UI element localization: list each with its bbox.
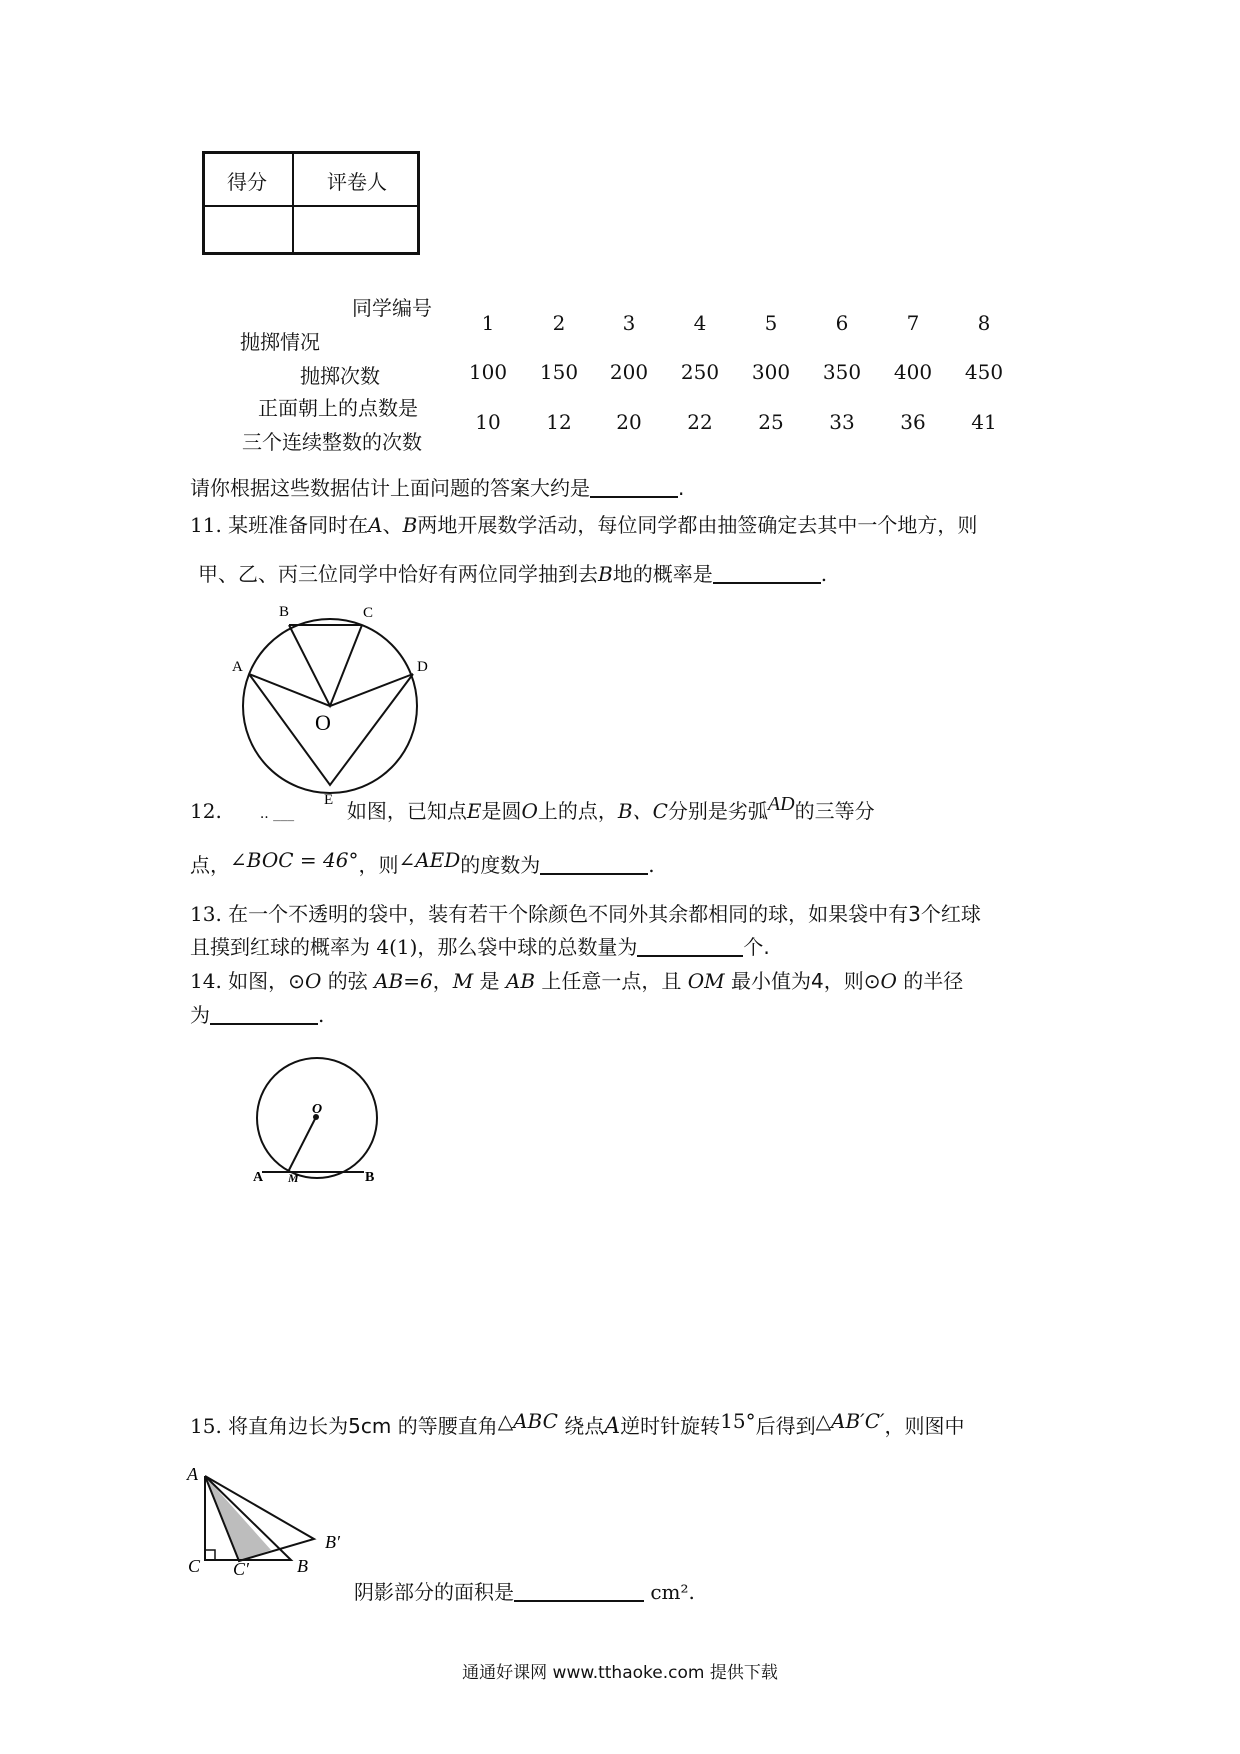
table-row2-label: 正面朝上的点数是 [258,396,418,420]
q14-var: AB=6 [374,969,433,993]
table-cell: 200 [609,360,649,384]
question-number: 14. [190,969,222,993]
q12-line2: 点，∠BOC = 46°，则∠AED的度数为 . [190,848,655,877]
q13-text: 在一个不透明的袋中，装有若干个除颜色不同外其余都相同的球，如果袋中有3个红球 [228,902,981,926]
table-cell: 5 [764,311,778,335]
label-m: M [288,1171,299,1185]
q15-text: 阴影部分的面积是 [354,1580,514,1604]
question-number: 13. [190,902,222,926]
circle-figure-14 [240,1055,390,1195]
q14-line1 [190,967,963,995]
q12-text: 上的点， [537,799,618,823]
table-cell: 450 [964,360,1004,384]
table-cell: 41 [971,410,997,434]
table-cell: 4 [693,311,707,335]
q14-var: O [304,969,322,993]
q13-text: 个. [743,935,770,959]
q14-text: 的弦 [327,969,368,993]
q15-unit: cm² [650,1580,689,1604]
label-e: E [324,792,334,808]
q12-angle: ∠AED [398,848,461,872]
q15-text: 逆时针旋转 [620,1414,721,1438]
chords-ae-ed [249,674,413,785]
answer-blank[interactable] [210,1001,318,1025]
q14-var: M [452,969,474,993]
q15-text: 后得到 [755,1414,816,1438]
question-number: 12. [190,799,222,823]
right-angle-mark [205,1550,215,1560]
data-table [0,0,1240,460]
q11-var: A [368,513,383,537]
q12-text: 分别是劣弧 [667,799,768,823]
q14-var: OM [687,969,725,993]
q15-line1 [190,1409,965,1441]
q11-line1 [190,511,977,539]
q14-text: 的半径 [903,969,964,993]
q14-var: AB [505,969,536,993]
question-number: 11. [190,513,222,537]
q14-text: 如图，⊙ [228,969,305,993]
label-o: O [312,1102,323,1117]
table-cell: 12 [546,410,572,434]
q12-var: O [521,799,538,823]
answer-blank[interactable] [637,933,743,957]
table-cell: 36 [900,410,926,434]
table-row2-label: 三个连续整数的次数 [242,430,422,454]
table-cell: 250 [680,360,720,384]
q15-triangle: △ABC [497,1409,558,1433]
q15-var: A [604,1414,621,1439]
label-a: A [187,1468,198,1484]
label-c: C [363,605,374,621]
q11-text: 两地开展数学活动，每位同学都由抽签确定去其中一个地方，则 [417,513,978,537]
q14-text: 为 [190,1003,210,1027]
q14-var: O [880,969,897,993]
label-b: B [365,1170,375,1185]
q14-text: 最小值为4，则⊙ [730,969,881,993]
q13-text: ，那么袋中球的总数量为 [417,935,638,959]
q11-var: B [598,562,613,586]
label-b: B [279,604,290,620]
segment-om [288,1117,316,1172]
q11-text: 某班准备同时在 [228,513,369,537]
q11-text: 甲、乙、丙三位同学中恰好有两位同学抽到去 [198,562,598,586]
table-cell: 300 [751,360,791,384]
answer-blank[interactable] [514,1578,644,1602]
table-cell: 33 [829,410,855,434]
table-corner-top: 同学编号 [352,296,432,320]
label-b: B [297,1556,308,1576]
score-label: 得分 [227,170,267,194]
table-cell: 7 [906,311,920,335]
q12-text: 如图，已知点 [346,799,467,823]
q14-text: ， [432,969,453,993]
q15-text: 绕点 [564,1414,605,1438]
table-cell: 20 [616,410,642,434]
table-cell: 150 [539,360,579,384]
label-a: A [253,1170,264,1185]
q10-answer-line: 请你根据这些数据估计上面问题的答案大约是 . [190,476,685,500]
q15-triangle: △AB′C′ [815,1409,885,1433]
q12-angle: ∠BOC = 46° [230,848,359,872]
q12-text: 点， [190,853,230,877]
q15-text: 将直角边长为5cm 的等腰直角 [228,1414,498,1438]
shaded-region [205,1476,271,1561]
q13-prob: 4(1) [376,935,418,959]
q13-text: 且摸到红球的概率为 [190,935,370,959]
q12-text: 的度数为 [460,853,541,877]
label-o: O [315,710,331,735]
table-corner-bottom: 抛掷情况 [240,330,320,354]
label-d: D [417,659,428,675]
q12-dots: .. ___ [259,806,295,822]
q12-text: ，则 [358,853,399,877]
table-cell: 22 [687,410,713,434]
triangle-figure-15 [185,1468,360,1576]
table-cell: 1 [481,311,495,335]
label-a: A [232,659,243,675]
q11-text: 、 [382,513,403,537]
table-cell: 2 [552,311,566,335]
label-c: C [188,1556,201,1576]
footer: 通通好课网 www.tthaoke.com 提供下载 [462,1663,778,1683]
q15-text: ，则图中 [884,1414,965,1438]
q14-line2: 为 . [190,1003,325,1027]
table-cell: 400 [893,360,933,384]
table-cell: 350 [822,360,862,384]
q14-text: 上任意一点，且 [541,969,682,993]
q15-line2: 阴影部分的面积是 cm². [354,1580,695,1604]
q12-line1 [190,793,875,828]
table-cell: 3 [622,311,636,335]
table-cell: 8 [977,311,991,335]
table-row1-label: 抛掷次数 [300,364,380,388]
table-cell: 6 [835,311,849,335]
q15-degree: 15° [720,1409,756,1433]
q12-text: 的三等分 [794,799,875,823]
q13-line2 [190,933,770,961]
table-cell: 10 [475,410,501,434]
q13-line1 [190,900,981,928]
table-cell: 25 [758,410,784,434]
answer-blank[interactable] [713,560,821,584]
q12-text: 是圆 [481,799,522,823]
circle-figure-12 [220,598,440,808]
q11-text: 地的概率是 [612,562,713,586]
q12-arc: AD [767,793,795,815]
label-c1: C′ [233,1559,249,1576]
q12-var: E [466,799,482,823]
question-number: 15. [190,1414,222,1438]
q11-line2: 甲、乙、丙三位同学中恰好有两位同学抽到去B地的概率是 . [198,562,828,586]
grader-label: 评卷人 [327,170,387,194]
q12-var: B、C [617,799,668,823]
q10-text: 请你根据这些数据估计上面问题的答案大约是 [190,476,590,500]
table-cell: 100 [468,360,508,384]
answer-blank[interactable] [540,851,648,875]
q11-var: B [402,513,418,537]
label-b1: B′ [325,1532,340,1552]
answer-blank[interactable] [590,474,678,498]
q14-text: 是 [479,969,500,993]
